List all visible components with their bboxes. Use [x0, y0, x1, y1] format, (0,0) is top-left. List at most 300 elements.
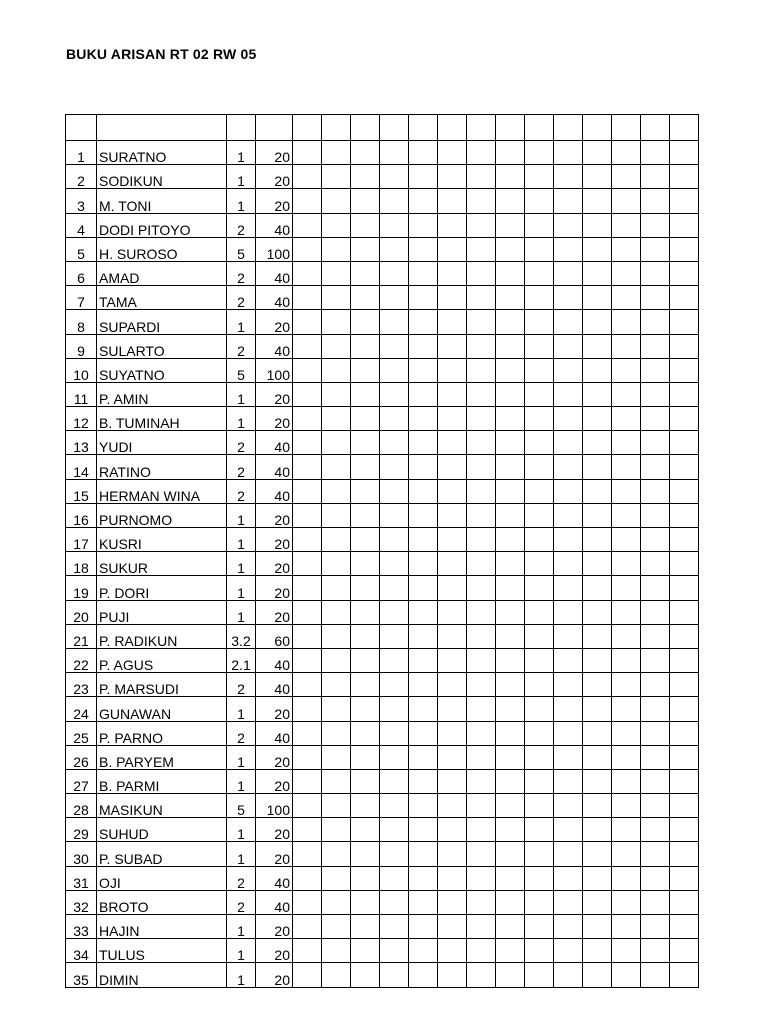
payment-cell: [554, 334, 583, 358]
amount-value: 20: [256, 576, 293, 600]
share-count: 1: [227, 310, 256, 334]
row-number: 16: [66, 503, 97, 527]
payment-cell: [380, 431, 409, 455]
share-count: 1: [227, 503, 256, 527]
payment-cell: [612, 648, 641, 672]
payment-cell: [525, 286, 554, 310]
payment-cell: [467, 189, 496, 213]
table-row: [66, 600, 699, 624]
ledger-body: [66, 115, 699, 988]
payment-cell: [409, 528, 438, 552]
payment-cell: [380, 769, 409, 793]
payment-cell: [583, 310, 612, 334]
payment-cell: [583, 503, 612, 527]
payment-cell: [380, 141, 409, 165]
payment-cell: [525, 479, 554, 503]
payment-cell: [554, 890, 583, 914]
payment-cell: [467, 286, 496, 310]
payment-cell: [380, 624, 409, 648]
payment-cell: [438, 237, 467, 261]
member-name: H. SUROSO: [97, 237, 227, 261]
payment-cell: [583, 334, 612, 358]
payment-cell: [293, 503, 322, 527]
row-number: 26: [66, 745, 97, 769]
table-row: [66, 576, 699, 600]
header-cell: [670, 115, 699, 141]
payment-cell: [293, 818, 322, 842]
member-name: BROTO: [97, 890, 227, 914]
payment-cell: [525, 503, 554, 527]
amount-value: 60: [256, 624, 293, 648]
amount-value: 100: [256, 794, 293, 818]
payment-cell: [612, 624, 641, 648]
table-row: [66, 431, 699, 455]
payment-cell: [641, 624, 670, 648]
payment-cell: [583, 963, 612, 987]
payment-cell: [409, 769, 438, 793]
header-row: [66, 115, 699, 141]
payment-cell: [670, 358, 699, 382]
header-cell: [583, 115, 612, 141]
share-count: 5: [227, 237, 256, 261]
payment-cell: [351, 334, 380, 358]
payment-cell: [670, 576, 699, 600]
share-count: 1: [227, 382, 256, 406]
payment-cell: [322, 141, 351, 165]
payment-cell: [351, 213, 380, 237]
row-number: 13: [66, 431, 97, 455]
member-name: P. AGUS: [97, 648, 227, 672]
payment-cell: [380, 479, 409, 503]
row-number: 8: [66, 310, 97, 334]
share-count: 2: [227, 261, 256, 285]
row-number: 29: [66, 818, 97, 842]
payment-cell: [525, 600, 554, 624]
payment-cell: [380, 334, 409, 358]
payment-cell: [409, 794, 438, 818]
payment-cell: [351, 528, 380, 552]
payment-cell: [554, 358, 583, 382]
table-row: [66, 286, 699, 310]
payment-cell: [322, 648, 351, 672]
payment-cell: [409, 600, 438, 624]
table-row: [66, 818, 699, 842]
payment-cell: [583, 358, 612, 382]
payment-cell: [496, 407, 525, 431]
payment-cell: [293, 165, 322, 189]
payment-cell: [612, 866, 641, 890]
payment-cell: [351, 866, 380, 890]
payment-cell: [409, 890, 438, 914]
table-row: [66, 697, 699, 721]
payment-cell: [293, 624, 322, 648]
payment-cell: [380, 237, 409, 261]
payment-cell: [438, 334, 467, 358]
payment-cell: [670, 915, 699, 939]
payment-cell: [583, 455, 612, 479]
table-row: [66, 310, 699, 334]
header-cell: [322, 115, 351, 141]
payment-cell: [293, 189, 322, 213]
header-cell: [351, 115, 380, 141]
row-number: 6: [66, 261, 97, 285]
payment-cell: [351, 382, 380, 406]
payment-cell: [496, 455, 525, 479]
payment-cell: [670, 697, 699, 721]
payment-cell: [525, 528, 554, 552]
payment-cell: [322, 890, 351, 914]
member-name: SULARTO: [97, 334, 227, 358]
payment-cell: [583, 624, 612, 648]
payment-cell: [409, 455, 438, 479]
payment-cell: [322, 455, 351, 479]
payment-cell: [409, 261, 438, 285]
payment-cell: [641, 165, 670, 189]
payment-cell: [409, 479, 438, 503]
payment-cell: [496, 890, 525, 914]
payment-cell: [380, 286, 409, 310]
payment-cell: [496, 479, 525, 503]
payment-cell: [409, 141, 438, 165]
payment-cell: [496, 382, 525, 406]
payment-cell: [525, 818, 554, 842]
amount-value: 20: [256, 165, 293, 189]
payment-cell: [322, 479, 351, 503]
payment-cell: [322, 600, 351, 624]
payment-cell: [670, 382, 699, 406]
row-number: 24: [66, 697, 97, 721]
payment-cell: [351, 455, 380, 479]
table-row: [66, 721, 699, 745]
payment-cell: [409, 431, 438, 455]
row-number: 2: [66, 165, 97, 189]
payment-cell: [496, 794, 525, 818]
payment-cell: [641, 648, 670, 672]
payment-cell: [322, 189, 351, 213]
payment-cell: [380, 890, 409, 914]
payment-cell: [380, 866, 409, 890]
payment-cell: [612, 407, 641, 431]
payment-cell: [293, 213, 322, 237]
payment-cell: [612, 769, 641, 793]
payment-cell: [496, 697, 525, 721]
payment-cell: [293, 141, 322, 165]
payment-cell: [612, 165, 641, 189]
payment-cell: [438, 576, 467, 600]
payment-cell: [293, 842, 322, 866]
payment-cell: [293, 552, 322, 576]
payment-cell: [351, 552, 380, 576]
payment-cell: [612, 745, 641, 769]
amount-value: 20: [256, 407, 293, 431]
payment-cell: [293, 237, 322, 261]
payment-cell: [409, 842, 438, 866]
member-name: RATINO: [97, 455, 227, 479]
table-row: [66, 939, 699, 963]
payment-cell: [525, 890, 554, 914]
table-row: [66, 624, 699, 648]
payment-cell: [467, 939, 496, 963]
share-count: 2: [227, 721, 256, 745]
member-name: KUSRI: [97, 528, 227, 552]
table-row: [66, 648, 699, 672]
payment-cell: [641, 382, 670, 406]
header-cell: [256, 115, 293, 141]
payment-cell: [496, 189, 525, 213]
table-row: [66, 382, 699, 406]
payment-cell: [322, 576, 351, 600]
table-row: [66, 237, 699, 261]
payment-cell: [554, 769, 583, 793]
payment-cell: [525, 431, 554, 455]
payment-cell: [670, 334, 699, 358]
payment-cell: [583, 648, 612, 672]
payment-cell: [496, 310, 525, 334]
payment-cell: [293, 915, 322, 939]
payment-cell: [554, 794, 583, 818]
row-number: 30: [66, 842, 97, 866]
payment-cell: [409, 963, 438, 987]
payment-cell: [525, 455, 554, 479]
table-row: [66, 455, 699, 479]
payment-cell: [583, 141, 612, 165]
payment-cell: [293, 479, 322, 503]
payment-cell: [670, 745, 699, 769]
payment-cell: [670, 939, 699, 963]
member-name: P. MARSUDI: [97, 673, 227, 697]
payment-cell: [612, 503, 641, 527]
table-row: [66, 552, 699, 576]
payment-cell: [641, 334, 670, 358]
payment-cell: [670, 189, 699, 213]
payment-cell: [554, 721, 583, 745]
table-row: [66, 769, 699, 793]
payment-cell: [467, 769, 496, 793]
share-count: 2: [227, 334, 256, 358]
payment-cell: [641, 939, 670, 963]
payment-cell: [293, 648, 322, 672]
payment-cell: [351, 431, 380, 455]
payment-cell: [612, 358, 641, 382]
payment-cell: [322, 963, 351, 987]
payment-cell: [467, 866, 496, 890]
payment-cell: [525, 334, 554, 358]
member-name: TULUS: [97, 939, 227, 963]
amount-value: 20: [256, 769, 293, 793]
payment-cell: [641, 769, 670, 793]
payment-cell: [612, 794, 641, 818]
share-count: 5: [227, 794, 256, 818]
share-count: 2.1: [227, 648, 256, 672]
payment-cell: [525, 358, 554, 382]
payment-cell: [322, 334, 351, 358]
payment-cell: [409, 576, 438, 600]
payment-cell: [525, 769, 554, 793]
member-name: HAJIN: [97, 915, 227, 939]
table-row: [66, 963, 699, 987]
payment-cell: [496, 141, 525, 165]
payment-cell: [554, 552, 583, 576]
payment-cell: [641, 141, 670, 165]
payment-cell: [322, 358, 351, 382]
member-name: PUJI: [97, 600, 227, 624]
member-name: MASIKUN: [97, 794, 227, 818]
share-count: 2: [227, 673, 256, 697]
payment-cell: [525, 794, 554, 818]
payment-cell: [641, 842, 670, 866]
payment-cell: [641, 479, 670, 503]
payment-cell: [351, 745, 380, 769]
member-name: AMAD: [97, 261, 227, 285]
payment-cell: [670, 237, 699, 261]
table-row: [66, 189, 699, 213]
member-name: OJI: [97, 866, 227, 890]
member-name: SODIKUN: [97, 165, 227, 189]
share-count: 1: [227, 769, 256, 793]
payment-cell: [351, 479, 380, 503]
payment-cell: [612, 600, 641, 624]
payment-cell: [525, 237, 554, 261]
payment-cell: [554, 818, 583, 842]
payment-cell: [351, 890, 380, 914]
table-row: [66, 890, 699, 914]
member-name: GUNAWAN: [97, 697, 227, 721]
payment-cell: [612, 939, 641, 963]
payment-cell: [351, 697, 380, 721]
row-number: 9: [66, 334, 97, 358]
member-name: B. PARYEM: [97, 745, 227, 769]
payment-cell: [496, 600, 525, 624]
payment-cell: [554, 431, 583, 455]
payment-cell: [467, 624, 496, 648]
payment-cell: [496, 358, 525, 382]
payment-cell: [351, 648, 380, 672]
payment-cell: [583, 745, 612, 769]
row-number: 20: [66, 600, 97, 624]
payment-cell: [467, 600, 496, 624]
payment-cell: [554, 745, 583, 769]
payment-cell: [496, 939, 525, 963]
payment-cell: [293, 600, 322, 624]
row-number: 35: [66, 963, 97, 987]
payment-cell: [351, 407, 380, 431]
payment-cell: [641, 286, 670, 310]
payment-cell: [438, 407, 467, 431]
payment-cell: [554, 842, 583, 866]
payment-cell: [293, 528, 322, 552]
payment-cell: [351, 939, 380, 963]
amount-value: 40: [256, 890, 293, 914]
payment-cell: [467, 890, 496, 914]
payment-cell: [467, 455, 496, 479]
payment-cell: [467, 842, 496, 866]
payment-cell: [409, 358, 438, 382]
payment-cell: [293, 358, 322, 382]
payment-cell: [293, 769, 322, 793]
payment-cell: [438, 697, 467, 721]
payment-cell: [322, 407, 351, 431]
payment-cell: [409, 673, 438, 697]
member-name: B. TUMINAH: [97, 407, 227, 431]
payment-cell: [438, 189, 467, 213]
payment-cell: [670, 503, 699, 527]
payment-cell: [380, 455, 409, 479]
header-cell: [438, 115, 467, 141]
payment-cell: [670, 673, 699, 697]
payment-cell: [409, 165, 438, 189]
payment-cell: [612, 576, 641, 600]
payment-cell: [554, 576, 583, 600]
payment-cell: [641, 213, 670, 237]
payment-cell: [438, 818, 467, 842]
amount-value: 40: [256, 866, 293, 890]
payment-cell: [467, 261, 496, 285]
payment-cell: [438, 382, 467, 406]
payment-cell: [612, 261, 641, 285]
payment-cell: [583, 818, 612, 842]
payment-cell: [351, 165, 380, 189]
payment-cell: [351, 600, 380, 624]
payment-cell: [525, 261, 554, 285]
payment-cell: [496, 528, 525, 552]
header-cell: [467, 115, 496, 141]
payment-cell: [438, 648, 467, 672]
payment-cell: [670, 286, 699, 310]
table-row: [66, 261, 699, 285]
payment-cell: [612, 842, 641, 866]
payment-cell: [467, 528, 496, 552]
row-number: 34: [66, 939, 97, 963]
payment-cell: [380, 818, 409, 842]
payment-cell: [409, 407, 438, 431]
payment-cell: [380, 745, 409, 769]
payment-cell: [467, 745, 496, 769]
header-cell: [97, 115, 227, 141]
payment-cell: [409, 552, 438, 576]
row-number: 19: [66, 576, 97, 600]
payment-cell: [322, 697, 351, 721]
payment-cell: [409, 286, 438, 310]
payment-cell: [525, 382, 554, 406]
row-number: 11: [66, 382, 97, 406]
payment-cell: [583, 600, 612, 624]
payment-cell: [641, 915, 670, 939]
payment-cell: [380, 697, 409, 721]
payment-cell: [612, 382, 641, 406]
amount-value: 40: [256, 479, 293, 503]
payment-cell: [380, 503, 409, 527]
payment-cell: [409, 866, 438, 890]
share-count: 1: [227, 939, 256, 963]
payment-cell: [467, 673, 496, 697]
payment-cell: [380, 165, 409, 189]
payment-cell: [670, 165, 699, 189]
amount-value: 40: [256, 648, 293, 672]
payment-cell: [583, 286, 612, 310]
member-name: SUHUD: [97, 818, 227, 842]
payment-cell: [525, 915, 554, 939]
share-count: 1: [227, 745, 256, 769]
payment-cell: [554, 528, 583, 552]
payment-cell: [583, 552, 612, 576]
amount-value: 40: [256, 334, 293, 358]
payment-cell: [496, 818, 525, 842]
payment-cell: [409, 334, 438, 358]
payment-cell: [612, 915, 641, 939]
payment-cell: [612, 721, 641, 745]
payment-cell: [351, 818, 380, 842]
payment-cell: [525, 721, 554, 745]
